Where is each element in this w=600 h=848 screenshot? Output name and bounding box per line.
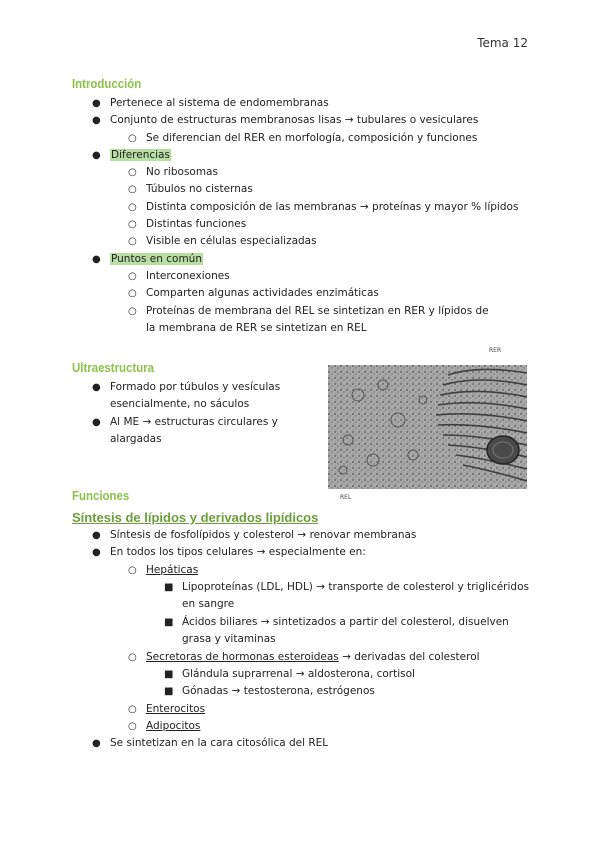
list-item: Interconexiones [146, 270, 230, 282]
circle-bullet-icon: ○ [128, 133, 137, 144]
micrograph-image [328, 365, 527, 489]
list-item [146, 649, 480, 666]
bullet-icon: ● [92, 150, 101, 161]
circle-bullet-icon: ○ [128, 288, 137, 299]
list-item-highlighted [110, 251, 203, 268]
list-item: Proteínas de membrana del REL se sintetizan en RER y lípidos de la membrana de RER se sintetizan en REL [146, 305, 489, 334]
circle-bullet-icon: ○ [128, 652, 137, 663]
list-item: Se diferencian del RER en morfología, composición y funciones [146, 132, 478, 144]
list-item: Enterocitos [146, 703, 206, 715]
micrograph-svg [328, 365, 527, 489]
list-item: Lipoproteínas (LDL, HDL) → transporte de colesterol y triglicéridos en sangre [182, 581, 529, 610]
circle-bullet-icon: ○ [128, 306, 137, 317]
list-item: Se sintetizan en la cara citosólica del REL [110, 737, 329, 749]
rer-label: RER [489, 347, 502, 354]
list-item: En todos los tipos celulares → especialmente en: [110, 546, 366, 558]
bullet-icon: ● [92, 547, 101, 558]
circle-bullet-icon: ○ [128, 704, 137, 715]
funciones-heading: Funciones [72, 488, 130, 503]
list-item: Conjunto de estructuras membranosas lisas → tubulares o vesiculares [110, 114, 479, 126]
list-item: Hepáticas [146, 564, 199, 576]
list-item: Al ME → estructuras circulares y alargadas [110, 416, 278, 445]
circle-bullet-icon: ○ [128, 236, 137, 247]
circle-bullet-icon: ○ [128, 271, 137, 282]
list-item: Comparten algunas actividades enzimáticas [146, 287, 379, 299]
highlight: Puntos en común [111, 253, 202, 265]
circle-bullet-icon: ○ [128, 184, 137, 195]
highlight: Diferencias [111, 149, 170, 161]
list-item: Adipocitos [146, 720, 201, 732]
square-bullet-icon: ■ [164, 617, 174, 628]
list-item: Ácidos biliares → sintetizados a partir del colesterol, disuelven grasa y vitaminas [182, 616, 509, 645]
circle-bullet-icon: ○ [128, 167, 137, 178]
list-item: Distinta composición de las membranas → proteínas y mayor % lípidos [146, 201, 519, 213]
list-item: Túbulos no cisternas [146, 183, 253, 195]
list-item: No ribosomas [146, 166, 218, 178]
intro-heading: Introducción [72, 76, 142, 91]
arrow-text: → derivadas del colesterol [342, 651, 480, 663]
bullet-icon: ● [92, 382, 101, 393]
list-item: Formado por túbulos y vesículas esencialmente, no sáculos [110, 381, 281, 410]
bullet-icon: ● [92, 115, 101, 126]
bullet-icon: ● [92, 417, 101, 428]
list-item: Glándula suprarrenal → aldosterona, cortisol [182, 668, 415, 680]
bullet-icon: ● [92, 530, 101, 541]
bullet-icon: ● [92, 738, 101, 749]
funciones-subheading: Síntesis de lípidos y derivados lipídicos [72, 510, 319, 525]
rel-label: REL [340, 494, 352, 501]
list-item: Distintas funciones [146, 218, 247, 230]
circle-bullet-icon: ○ [128, 202, 137, 213]
list-item: Gónadas → testosterona, estrógenos [182, 685, 375, 697]
square-bullet-icon: ■ [164, 669, 174, 680]
square-bullet-icon: ■ [164, 686, 174, 697]
list-item: Pertenece al sistema de endomembranas [110, 97, 329, 109]
page-label: Tema 12 [477, 36, 528, 50]
ultra-heading: Ultraestructura [72, 360, 155, 375]
list-item: Síntesis de fosfolípidos y colesterol → renovar membranas [110, 529, 417, 541]
bullet-icon: ● [92, 254, 101, 265]
bullet-icon: ● [92, 98, 101, 109]
underlined-text: Secretoras de hormonas esteroideas [146, 651, 339, 663]
list-item-highlighted [110, 147, 171, 164]
circle-bullet-icon: ○ [128, 219, 137, 230]
list-item: Visible en células especializadas [146, 235, 317, 247]
square-bullet-icon: ■ [164, 582, 174, 593]
circle-bullet-icon: ○ [128, 565, 137, 576]
circle-bullet-icon: ○ [128, 721, 137, 732]
